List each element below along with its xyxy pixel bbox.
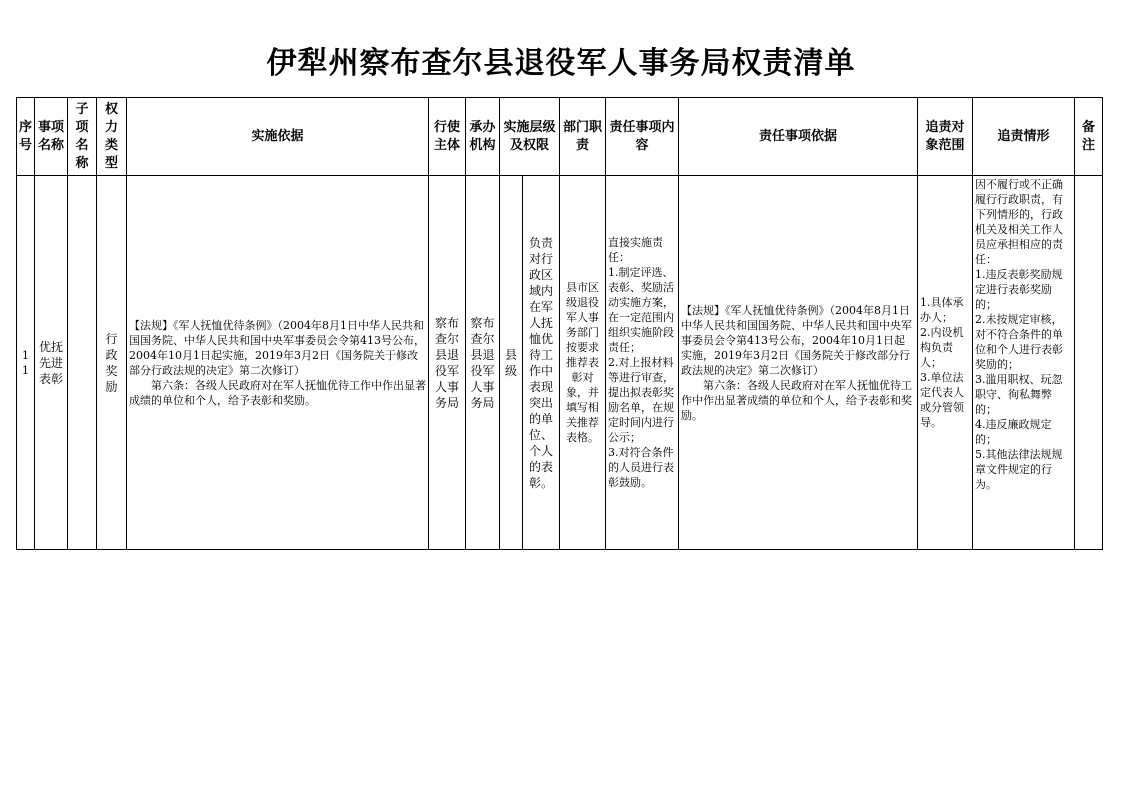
table-row <box>17 176 1103 550</box>
header-row <box>17 98 1103 176</box>
header-account-situation: 追责情形 <box>973 98 1075 176</box>
cell-dept-duty: 县市区级退役军人事务部门按要求推荐表彰对象，并填写相关推荐表格。 <box>560 176 606 550</box>
header-resp-basis: 责任事项依据 <box>679 98 918 176</box>
header-basis: 实施依据 <box>127 98 429 176</box>
header-dept-duty: 部门职责 <box>560 98 606 176</box>
cell-remark <box>1075 176 1103 550</box>
header-remark: 备注 <box>1075 98 1103 176</box>
cell-seq: 11 <box>17 176 35 550</box>
header-resp-content: 责任事项内容 <box>606 98 679 176</box>
header-level: 实施层级及权限 <box>500 98 560 176</box>
header-item-name: 事项名称 <box>35 98 68 176</box>
header-organ: 承办机构 <box>466 98 500 176</box>
cell-subject: 察布查尔县退役军人事务局 <box>429 176 466 550</box>
cell-basis: 【法规】《军人抚恤优待条例》（2004年8月1日中华人民共和国国务院、中华人民共和国中央军事委员会令第413号公布，2004年10月1日起实施，2019年3月2日《国务院关于修改部分行政法规的决定》第二次修订） 第六条：各级人民政府对在军人抚恤优待工作中作出显著成绩的单位和个人，给予表彰和奖励。 <box>127 176 429 550</box>
cell-organ: 察布查尔县退役军人事务局 <box>466 176 500 550</box>
cell-power-type: 行政奖励 <box>97 176 127 550</box>
header-subject: 行使主体 <box>429 98 466 176</box>
cell-level-power: 负责对行政区域内在军人抚恤优待工作中表现突出的单位、个人的表彰。 <box>523 176 560 550</box>
cell-level: 县级 <box>500 176 523 550</box>
cell-account-situation: 因不履行或不正确履行行政职责，有下列情形的，行政机关及相关工作人员应承担相应的责任： 1.违反表彰奖励规定进行表彰奖励的； 2.未按规定审核，对不符合条件的单位和个人进行表彰奖励的； 3.滥用职权、玩忽职守、徇私舞弊的； 4.违反廉政规定的； 5.其他法律法规规章文件规定的行为。 <box>973 176 1075 550</box>
header-power-type: 权力类型 <box>97 98 127 176</box>
page-title: 伊犁州察布查尔县退役军人事务局权责清单 <box>266 46 856 81</box>
cell-sub-item <box>68 176 97 550</box>
header-seq: 序号 <box>17 98 35 176</box>
cell-resp-basis: 【法规】《军人抚恤优待条例》（2004年8月1日中华人民共和国国务院、中华人民共和国中央军事委员会令第413号公布，2004年10月1日起实施，2019年3月2日《国务院关于修改部分行政法规的决定》第二次修订） 第六条：各级人民政府对在军人抚恤优待工作中作出显著成绩的单位和个人，给予表彰和奖励。 <box>679 176 918 550</box>
cell-account-scope: 1.具体承办人； 2.内设机构负责人； 3.单位法定代表人或分管领导。 <box>918 176 973 550</box>
responsibility-table <box>16 97 1103 550</box>
cell-resp-content: 直接实施责任： 1.制定评选、表彰、奖励活动实施方案，在一定范围内组织实施阶段责任； 2.对上报材料等进行审查，提出拟表彰奖励名单，在规定时间内进行公示； 3.对符合条件的人员进行表彰鼓励。 <box>606 176 679 550</box>
header-sub-item: 子项名称 <box>68 98 97 176</box>
cell-item-name: 优抚先进表彰 <box>35 176 68 550</box>
header-account-scope: 追责对象范围 <box>918 98 973 176</box>
